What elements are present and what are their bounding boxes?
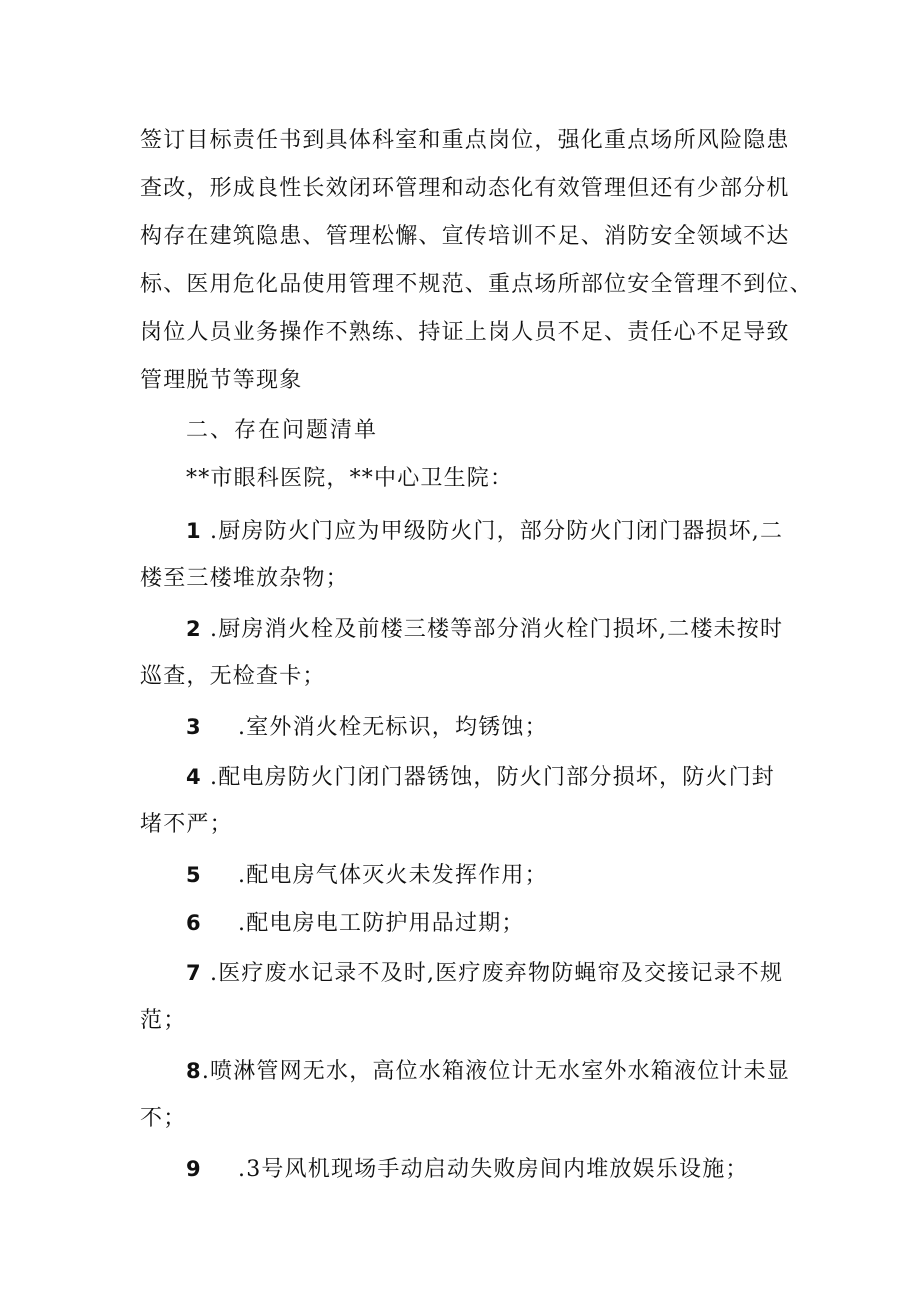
issue-text: .厨房防火门应为甲级防火门，部分防火门闭门器损坏,二 bbox=[201, 519, 784, 544]
issue-item-6 bbox=[186, 908, 525, 939]
issue-item-9 bbox=[186, 1154, 749, 1185]
issue-item-5 bbox=[186, 860, 548, 891]
issue-continuation: 巡查，无检查卡； bbox=[140, 664, 326, 689]
intro-line: 查改，形成良性长效闭环管理和动态化有效管理但还有少部分机 bbox=[140, 176, 790, 201]
issue-text: .喷淋管网无水，高位水箱液位计无水室外水箱液位计未显 bbox=[201, 1059, 791, 1084]
issue-number: 8 bbox=[186, 1059, 202, 1083]
issue-number: 2 bbox=[186, 617, 202, 641]
intro-line: 构存在建筑隐患、管理松懈、宣传培训不足、消防安全领域不达 bbox=[140, 224, 790, 249]
institutions-line: **市眼科医院，**中心卫生院： bbox=[186, 466, 514, 491]
issue-text: .医疗废水记录不及时,医疗废弃物防蝇帘及交接记录不规 bbox=[201, 961, 784, 986]
intro-line: 岗位人员业务操作不熟练、持证上岗人员不足、责任心不足导致 bbox=[140, 320, 790, 345]
issue-number: 9 bbox=[186, 1157, 202, 1181]
intro-line: 管理脱节等现象 bbox=[140, 368, 303, 393]
issue-text: .3号风机现场手动启动失败房间内堆放娱乐设施； bbox=[238, 1157, 749, 1182]
issue-item-3 bbox=[186, 712, 548, 743]
issue-number: 1 bbox=[186, 519, 202, 543]
issue-continuation: 楼至三楼堆放杂物； bbox=[140, 566, 349, 591]
issue-text: .配电房防火门闭门器锈蚀，防火门部分损坏，防火门封 bbox=[201, 765, 776, 790]
issue-text: .室外消火栓无标识，均锈蚀； bbox=[238, 715, 548, 740]
issue-item-2 bbox=[186, 614, 783, 645]
issue-number: 6 bbox=[186, 911, 202, 935]
issue-continuation: 不； bbox=[140, 1106, 187, 1131]
issue-continuation: 范； bbox=[140, 1008, 187, 1033]
issue-number: 5 bbox=[186, 863, 202, 887]
issue-item-8 bbox=[186, 1056, 790, 1087]
issue-item-4 bbox=[186, 762, 775, 793]
section-heading: 二、存在问题清单 bbox=[186, 418, 379, 443]
issue-number: 3 bbox=[186, 715, 202, 739]
issue-number: 7 bbox=[186, 961, 202, 985]
intro-line: 签订目标责任书到具体科室和重点岗位，强化重点场所风险隐患 bbox=[140, 128, 790, 153]
issue-continuation: 堵不严； bbox=[140, 812, 233, 837]
intro-line: 标、医用危化品使用管理不规范、重点场所部位安全管理不到位、 bbox=[140, 272, 813, 297]
issue-item-1 bbox=[186, 516, 783, 547]
issue-text: .配电房电工防护用品过期； bbox=[238, 911, 525, 936]
issue-text: .配电房气体灭火未发挥作用； bbox=[238, 863, 548, 888]
issue-text: .厨房消火栓及前楼三楼等部分消火栓门损坏,二楼未按时 bbox=[201, 617, 784, 642]
issue-item-7 bbox=[186, 958, 783, 989]
issue-number: 4 bbox=[186, 765, 202, 789]
